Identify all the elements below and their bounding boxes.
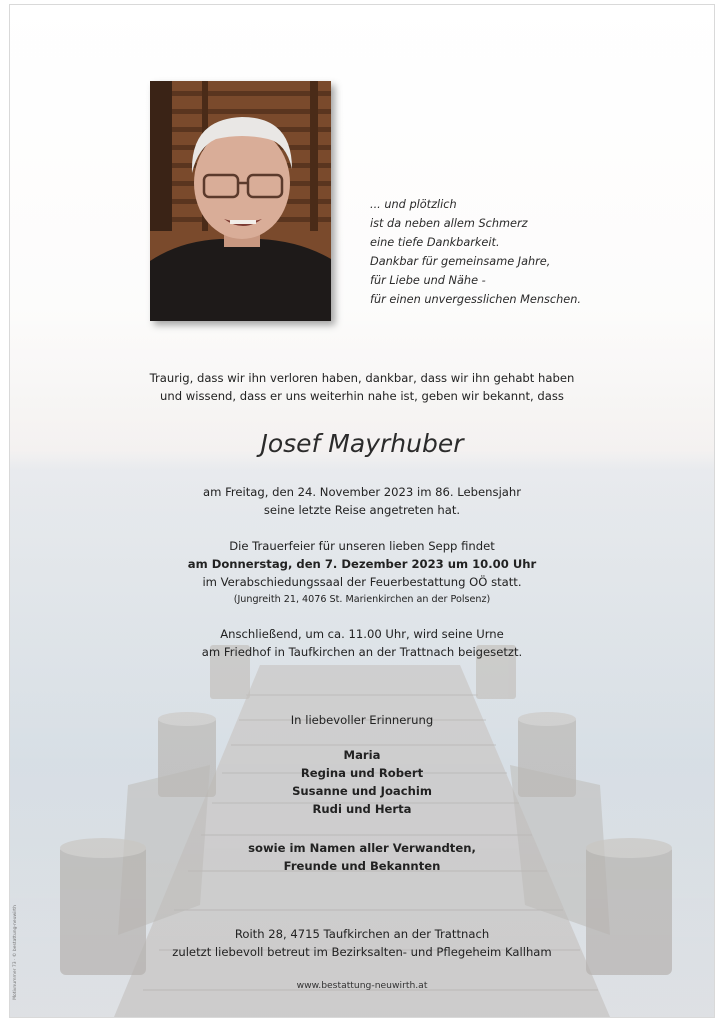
- poem-line: ist da neben allem Schmerz: [370, 217, 528, 230]
- poem-line: eine tiefe Dankbarkeit.: [370, 236, 500, 249]
- relatives-note: [10, 839, 714, 875]
- relatives-line: Freunde und Bekannten: [283, 859, 441, 873]
- image-credit: Motivnummer 73 · © bestattung-neuwirth: [12, 905, 18, 1000]
- ceremony-venue: im Verabschiedungssaal der Feuerbestattung OÖ statt.: [202, 575, 522, 589]
- intro-line: und wissend, dass er uns weiterhin nahe ist, geben wir bekannt, dass: [160, 389, 564, 403]
- intro-text: [10, 369, 714, 405]
- ceremony-notice: [10, 537, 714, 609]
- death-line: seine letzte Reise angetreten hat.: [263, 503, 461, 517]
- intro-line: Traurig, dass wir ihn verloren haben, dankbar, dass wir ihn gehabt haben: [149, 371, 575, 385]
- footer-address: [10, 925, 714, 961]
- death-notice: [10, 483, 714, 519]
- poem-line: für einen unvergesslichen Menschen.: [370, 293, 581, 306]
- ceremony-address: (Jungreith 21, 4076 St. Marienkirchen an der Polsenz): [233, 594, 491, 605]
- memory-heading: In liebevoller Erinnerung: [290, 713, 434, 727]
- parte-sheet: [9, 4, 715, 1018]
- family-member: Regina und Robert: [300, 766, 424, 780]
- poem-line: Dankbar für gemeinsame Jahre,: [370, 255, 551, 268]
- burial-notice: [10, 625, 714, 661]
- relatives-line: sowie im Namen aller Verwandten,: [248, 841, 476, 855]
- portrait-photo: [150, 81, 331, 321]
- family-member: Susanne und Joachim: [292, 784, 432, 798]
- family-member: Rudi und Herta: [312, 802, 412, 816]
- death-line: am Freitag, den 24. November 2023 im 86. Lebensjahr: [202, 485, 522, 499]
- poem-line: für Liebe und Nähe -: [370, 274, 486, 287]
- deceased-name: Josef Mayrhuber: [260, 429, 464, 458]
- funeral-home-url[interactable]: www.bestattung-neuwirth.at: [296, 980, 428, 991]
- burial-line: am Friedhof in Taufkirchen an der Trattnach beigesetzt.: [201, 645, 523, 659]
- family-list: [10, 746, 714, 818]
- care-home-note: zuletzt liebevoll betreut im Bezirksalten- und Pflegeheim Kallham: [172, 945, 552, 959]
- burial-line: Anschließend, um ca. 11.00 Uhr, wird seine Urne: [220, 627, 504, 641]
- poem-line: ... und plötzlich: [370, 198, 457, 211]
- ceremony-date: am Donnerstag, den 7. Dezember 2023 um 10.00 Uhr: [187, 557, 537, 571]
- ceremony-line: Die Trauerfeier für unseren lieben Sepp findet: [229, 539, 495, 553]
- home-address: Roith 28, 4715 Taufkirchen an der Trattnach: [234, 927, 490, 941]
- family-member: Maria: [343, 748, 381, 762]
- poem-block: [370, 195, 670, 309]
